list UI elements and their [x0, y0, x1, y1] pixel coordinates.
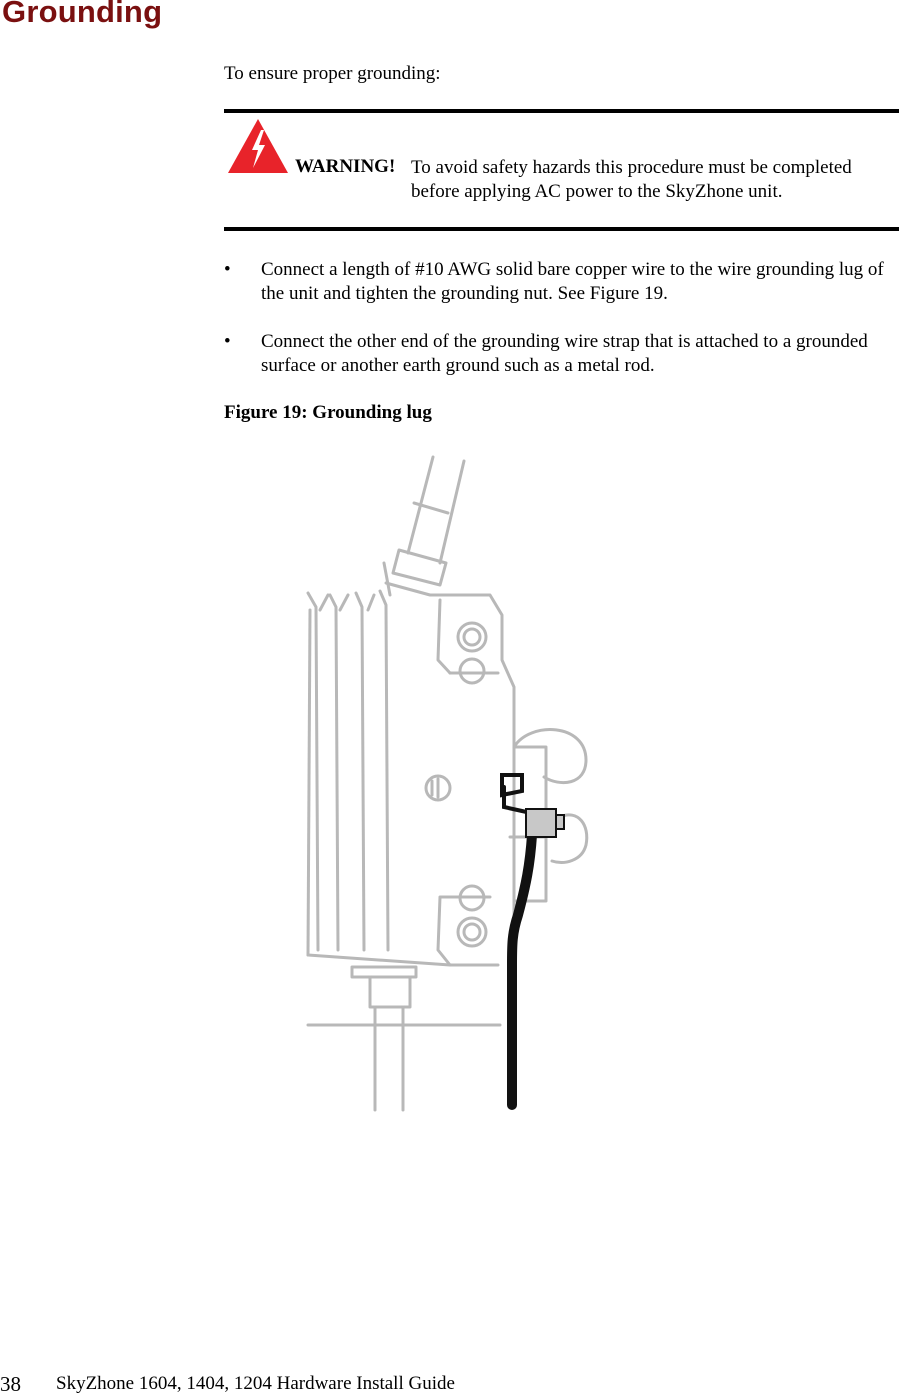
warning-label: WARNING! [295, 156, 396, 177]
figure-caption: Figure 19: Grounding lug [224, 402, 432, 423]
lightning-warning-icon [227, 118, 289, 174]
bullet-text: Connect a length of #10 AWG solid bare copper wire to the wire grounding lug of the unit and tighten the grounding nut. See Figure 19. [261, 259, 884, 304]
warning-top-rule [224, 109, 899, 113]
warning-text: To avoid safety hazards this procedure must be completed before applying AC power to the SkyZhone unit. [411, 157, 852, 202]
bullet-text: Connect the other end of the grounding wire strap that is attached to a grounded surface or another earth ground such as a metal rod. [261, 331, 868, 376]
grounding-lug-illustration [290, 445, 610, 1125]
warning-bottom-rule [224, 227, 899, 231]
guide-title: SkyZhone 1604, 1404, 1204 Hardware Install Guide [56, 1373, 455, 1394]
intro-text: To ensure proper grounding: [224, 63, 441, 84]
bullet-icon: • [224, 259, 231, 280]
page-number: 38 [0, 1372, 21, 1396]
bullet-icon: • [224, 331, 231, 352]
section-heading: Grounding [2, 0, 163, 29]
grounding-lug [526, 809, 564, 837]
